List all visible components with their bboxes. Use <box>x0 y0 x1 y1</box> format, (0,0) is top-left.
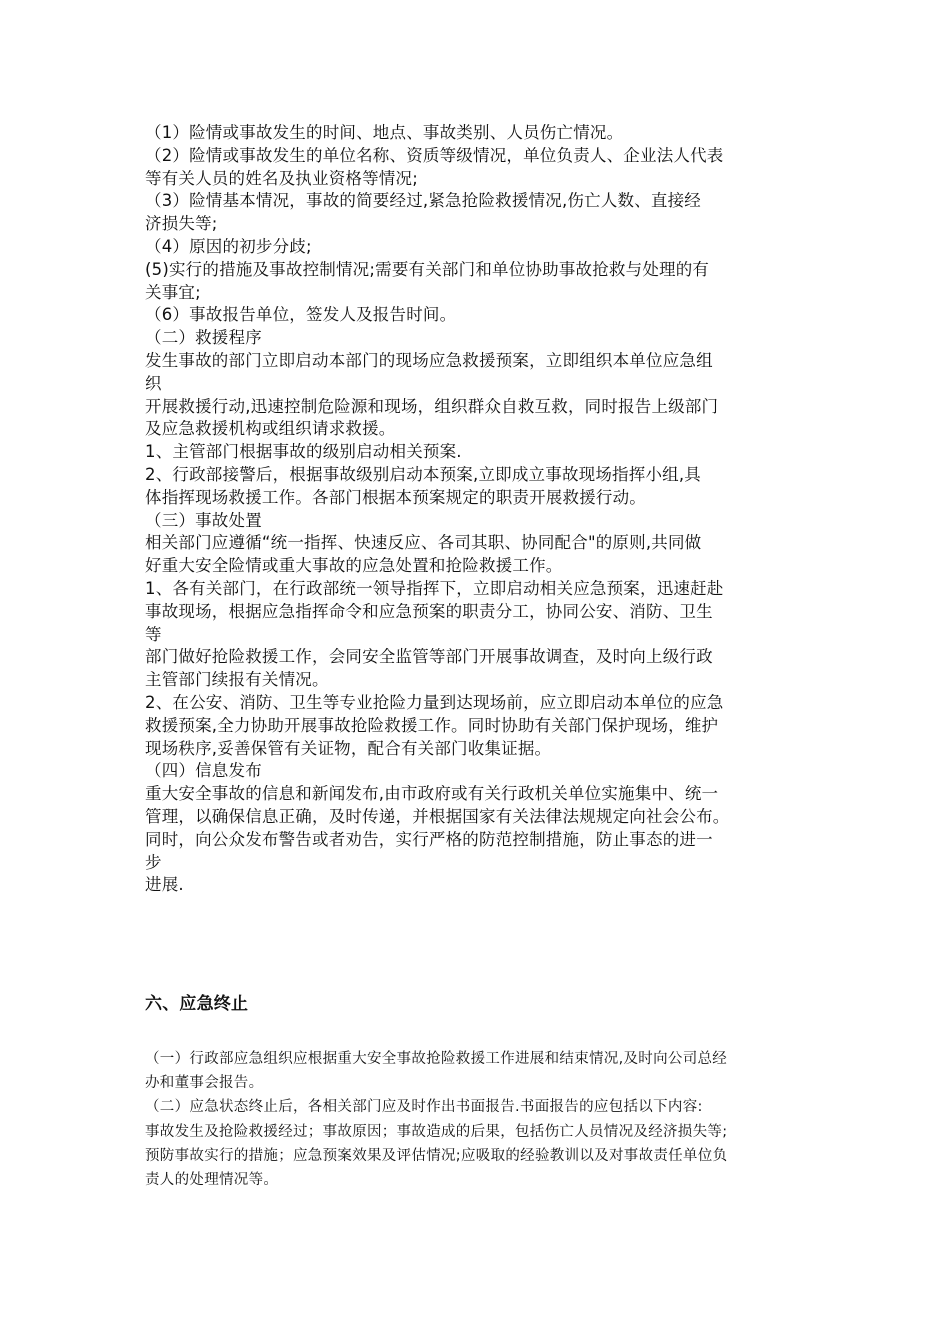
text-line: 济损失等; <box>145 214 218 234</box>
text-line: 事故发生及抢险救援经过；事故原因；事故造成的后果，包括伤亡人员情况及经济损失等; <box>145 1123 728 1140</box>
text-line: 部门做好抢险救援工作，会同安全监管等部门开展事故调查，及时向上级行政 <box>145 647 713 667</box>
section-6-heading: 六、应急终止 <box>145 994 249 1014</box>
text-line: （1）险情或事故发生的时间、地点、事故类别、人员伤亡情况。 <box>145 123 624 142</box>
text-line: 主管部门续报有关情况。 <box>145 670 329 690</box>
text-line: （4）原因的初步分歧; <box>145 237 312 256</box>
text-line: (5)实行的措施及事故控制情况;需要有关部门和单位协助事故抢救与处理的有 <box>145 259 710 279</box>
text-line: （二）救援程序 <box>145 328 262 348</box>
text-line: 2、行政部接警后，根据事故级别启动本预案,立即成立事故现场指挥小组,具 <box>145 465 701 484</box>
text-line: 等有关人员的姓名及执业资格等情况; <box>145 168 418 188</box>
text-line: 及应急救援机构或组织请求救援。 <box>145 419 396 439</box>
text-line: 等 <box>145 624 162 644</box>
text-line: 开展救援行动,迅速控制危险源和现场，组织群众自救互救，同时报告上级部门 <box>145 396 719 416</box>
text-line: 重大安全事故的信息和新闻发布,由市政府或有关行政机关单位实施集中、统一 <box>145 784 719 804</box>
text-line: （6）事故报告单位，签发人及报告时间。 <box>145 305 457 325</box>
text-line: 现场秩序,妥善保管有关证物，配合有关部门收集证据。 <box>145 738 552 758</box>
text-line: 1、各有关部门，在行政部统一领导指挥下，立即启动相关应急预案，迅速赶赴 <box>145 579 724 598</box>
text-line: 责人的处理情况等。 <box>145 1172 279 1188</box>
text-line: 同时，向公众发布警告或者劝告，实行严格的防范控制措施，防止事态的进一 <box>145 829 713 849</box>
text-line: （三）事故处置 <box>145 510 262 530</box>
text-line: 关事宜; <box>145 282 201 302</box>
text-line: 2、在公安、消防、卫生等专业抢险力量到达现场前，应立即启动本单位的应急 <box>145 693 724 712</box>
text-line: 发生事故的部门立即启动本部门的现场应急救援预案，立即组织本单位应急组 <box>145 351 713 370</box>
text-line: 管理，以确保信息正确，及时传递，并根据国家有关法律法规规定向社会公布。 <box>145 807 730 826</box>
text-line: 事故现场，根据应急指挥命令和应急预案的职责分工，协同公安、消防、卫生 <box>145 601 713 621</box>
text-line: 1、主管部门根据事故的级别启动相关预案. <box>145 442 462 462</box>
text-line: （二）应急状态终止后，各相关部门应及时作出书面报告.书面报告的应包括以下内容: <box>145 1099 703 1116</box>
text-line: 救援预案,全力协助开展事故抢险救援工作。同时协助有关部门保护现场，维护 <box>145 715 719 735</box>
text-line: 步 <box>145 852 162 872</box>
text-line: 织 <box>145 373 162 393</box>
text-line: 好重大安全险情或重大事故的应急处置和抢险救援工作。 <box>145 556 563 576</box>
text-line: 预防事故实行的措施；应急预案效果及评估情况;应吸取的经验教训以及对事故责任单位负 <box>145 1147 728 1164</box>
text-line: （四）信息发布 <box>145 761 262 781</box>
text-line: 办和董事会报告。 <box>145 1075 264 1092</box>
text-line: （2）险情或事故发生的单位名称、资质等级情况，单位负责人、企业法人代表 <box>145 145 724 165</box>
text-line: 进展. <box>145 875 184 895</box>
text-line: （一）行政部应急组织应根据重大安全事故抢险救援工作进展和结束情况,及时向公司总经 <box>145 1051 728 1067</box>
text-line: （3）险情基本情况，事故的简要经过,紧急抢险救援情况,伤亡人数、直接经 <box>145 191 701 211</box>
text-line: 相关部门应遵循“统一指挥、快速反应、各司其职、协同配合"的原则,共同做 <box>145 533 702 553</box>
text-line: 体指挥现场救援工作。各部门根据本预案规定的职责开展救援行动。 <box>145 487 646 507</box>
